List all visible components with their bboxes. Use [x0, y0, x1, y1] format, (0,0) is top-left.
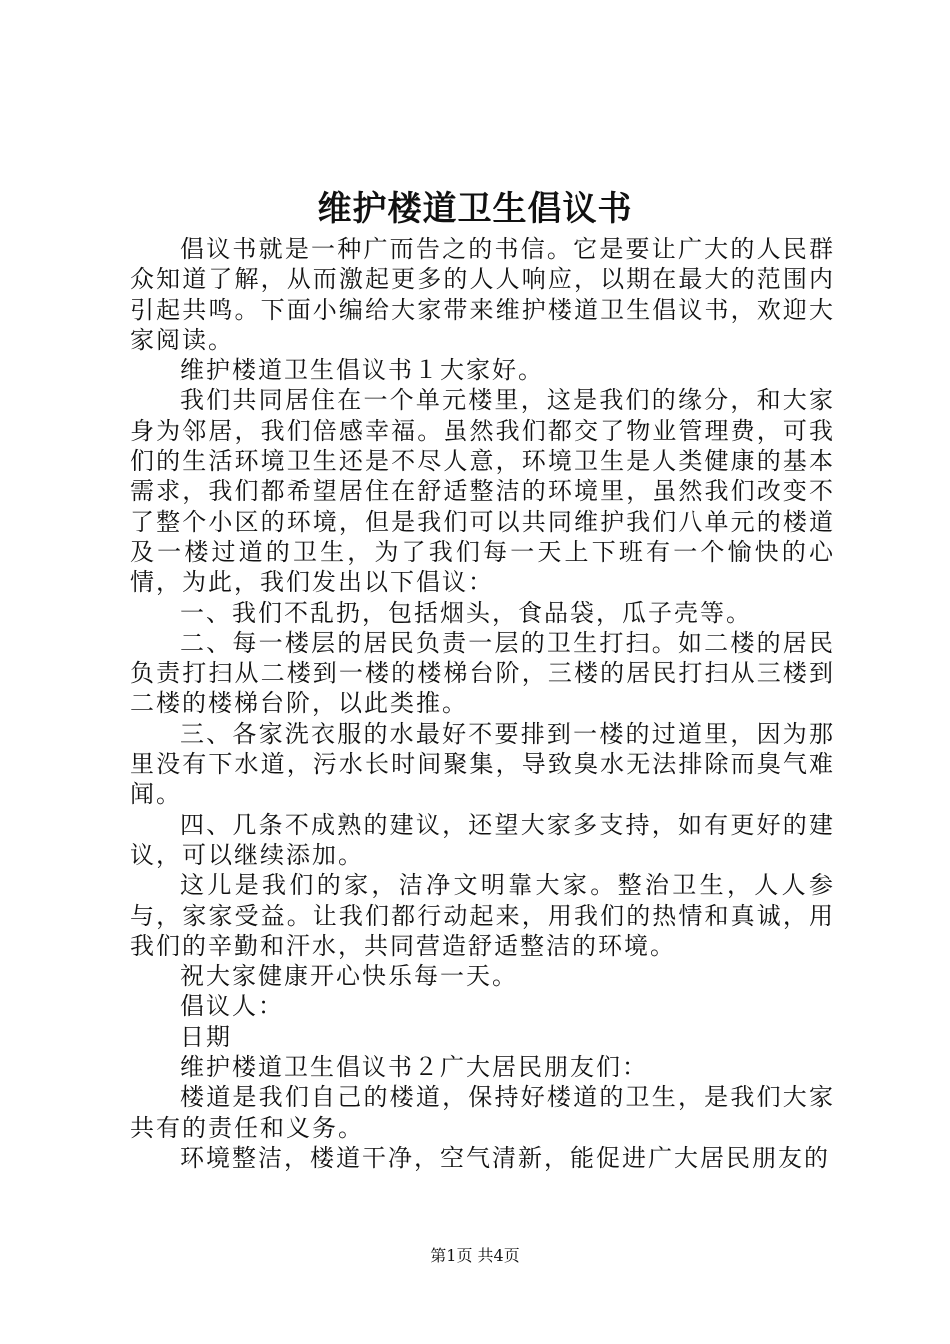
paragraph-responsibility: 楼道是我们自己的楼道，保持好楼道的卫生，是我们大家共有的责任和义务。: [130, 1083, 835, 1142]
paragraph-intro: 倡议书就是一种广而告之的书信。它是要让广大的人民群众知道了解，从而激起更多的人人响应，以期在最大的范围内引起共鸣。下面小编给大家带来维护楼道卫生倡议书，欢迎大家阅读。: [130, 235, 835, 354]
paragraph-wishes: 祝大家健康开心快乐每一天。: [180, 962, 518, 991]
paragraph-environment: 环境整洁，楼道干净，空气清新，能促进广大居民朋友的: [180, 1143, 830, 1172]
paragraph-closing: 这儿是我们的家，洁净文明靠大家。整治卫生，人人参与，家家受益。让我们都行动起来，用我们的热情和真诚，用我们的辛勤和汗水，共同营造舒适整洁的环境。: [130, 871, 835, 960]
paragraph-date: 日期: [180, 1022, 232, 1051]
paragraph-neighbors: 我们共同居住在一个单元楼里，这是我们的缘分，和大家身为邻居，我们倍感幸福。虽然我们都交了物业管理费，可我们的生活环境卫生还是不尽人意，环境卫生是人类健康的基本需求，我们都希望居住在舒适整洁的环境里，虽然我们改变不了整个小区的环境，但是我们可以共同维护我们八单元的楼道及一楼过道的卫生，为了我们每一天上下班有一个愉快的心情，为此，我们发出以下倡议：: [130, 386, 835, 597]
paragraph-proposal-1: 一、我们不乱扔，包括烟头，食品袋，瓜子壳等。: [180, 598, 752, 627]
paragraph-section-2-heading: 维护楼道卫生倡议书２广大居民朋友们：: [180, 1053, 648, 1082]
document-title: 维护楼道卫生倡议书: [317, 189, 633, 229]
page-footer: 第1页 共4页: [430, 1246, 520, 1265]
paragraph-section-1-heading: 维护楼道卫生倡议书１大家好。: [180, 356, 544, 385]
document-body: [130, 234, 835, 1173]
paragraph-proposal-2: 二、每一楼层的居民负责一层的卫生打扫。如二楼的居民负责打扫从二楼到一楼的楼梯台阶，三楼的居民打扫从三楼到二楼的楼梯台阶，以此类推。: [130, 628, 835, 718]
paragraph-proposal-4: 四、几条不成熟的建议，还望大家多支持，如有更好的建议，可以继续添加。: [130, 810, 835, 869]
paragraph-signatory: 倡议人：: [180, 992, 284, 1021]
paragraph-proposal-3: 三、各家洗衣服的水最好不要排到一楼的过道里，因为那里没有下水道，污水长时间聚集，导致臭水无法排除而臭气难闻。: [130, 719, 835, 809]
